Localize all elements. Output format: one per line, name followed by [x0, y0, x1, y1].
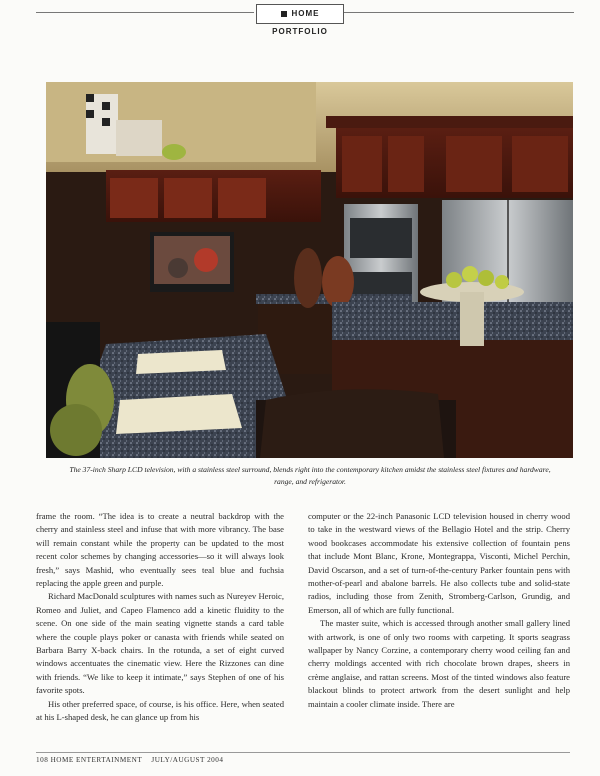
kitchen-photo: [46, 82, 573, 458]
footer-rule: [36, 752, 570, 753]
paragraph: Richard MacDonald sculptures with names such as Nureyev Heroic, Romeo and Juliet, and Capeo Flamenco add a kinetic fluidity to the scene. On one side of the main seating vignette stands a card table where the couple plays poker or canasta with friends while seated on Barbara Barry X-back chairs. In the rotunda, a set of eight curved windows accentuates the cinematic view. Here the Rizzones can dine with friends. “We like to keep it intimate,” says Stephen of one of his favorite spots.: [36, 591, 284, 696]
page-number: 108: [36, 756, 49, 764]
paragraph: frame the room. “The idea is to create a neutral backdrop with the cherry and stainless steel and infuse that with more vibrancy. The base will remain constant while the property can be updated to the most recent color schemes by changing accessories—so it will always look fresh,” says Mashid, who eventually sees teal blue and fuchsia replacing the apple green and purple.: [36, 511, 284, 589]
issue-date: JULY/AUGUST 2004: [151, 756, 224, 764]
photo-caption: The 37-inch Sharp LCD television, with a stainless steel surround, blends right into the contemporary kitchen amidst the stainless steel fixtures and hardware, range, and refrigerator.: [69, 465, 551, 486]
header-rule-left: [36, 12, 254, 13]
paragraph: His other preferred space, of course, is his office. Here, when seated at his L-shaped desk, he can glance up from his: [36, 698, 284, 723]
header-rule-right: [344, 12, 574, 13]
magazine-name: HOME ENTERTAINMENT: [50, 756, 143, 764]
section-tag-label: HOME PORTFOLIO: [272, 9, 328, 36]
section-tag: [256, 4, 344, 36]
body-column-right: [308, 510, 570, 711]
page-footer: [36, 756, 223, 764]
body-column-left: [36, 510, 284, 725]
paragraph: computer or the 22-inch Panasonic LCD television housed in cherry wood to take in the westward views of the Bellagio Hotel and the strip. Cherry wood bookcases accommodate his extensive collection of fountain pens that include Mont Blanc, Krone, Montegrappa, Visconti, Michel Perchin, David Oscarson, and a set of turn-of-the-century Parker fountain pens with mother-of-pearl and abalone barrels. He also collects tube and solid-state radios, including those from Zenith, Stromberg-Carlson, Grundig, and Emerson, all of which are fully functional.: [308, 511, 570, 615]
paragraph: The master suite, which is accessed through another small gallery lined with artwork, is one of only two rooms with carpeting. It sports seagrass wallpaper by Nancy Corzine, a contemporary cherry wood ceiling fan and cherry moldings accented with rich chocolate brown drapes, sheers in crème anglaise, and rattan screens. Most of the tinted windows also feature blackout blinds to protect artwork from the desert sunlight and help maintain a cooler climate inside. There are: [308, 618, 570, 709]
section-marker-icon: [281, 11, 287, 17]
